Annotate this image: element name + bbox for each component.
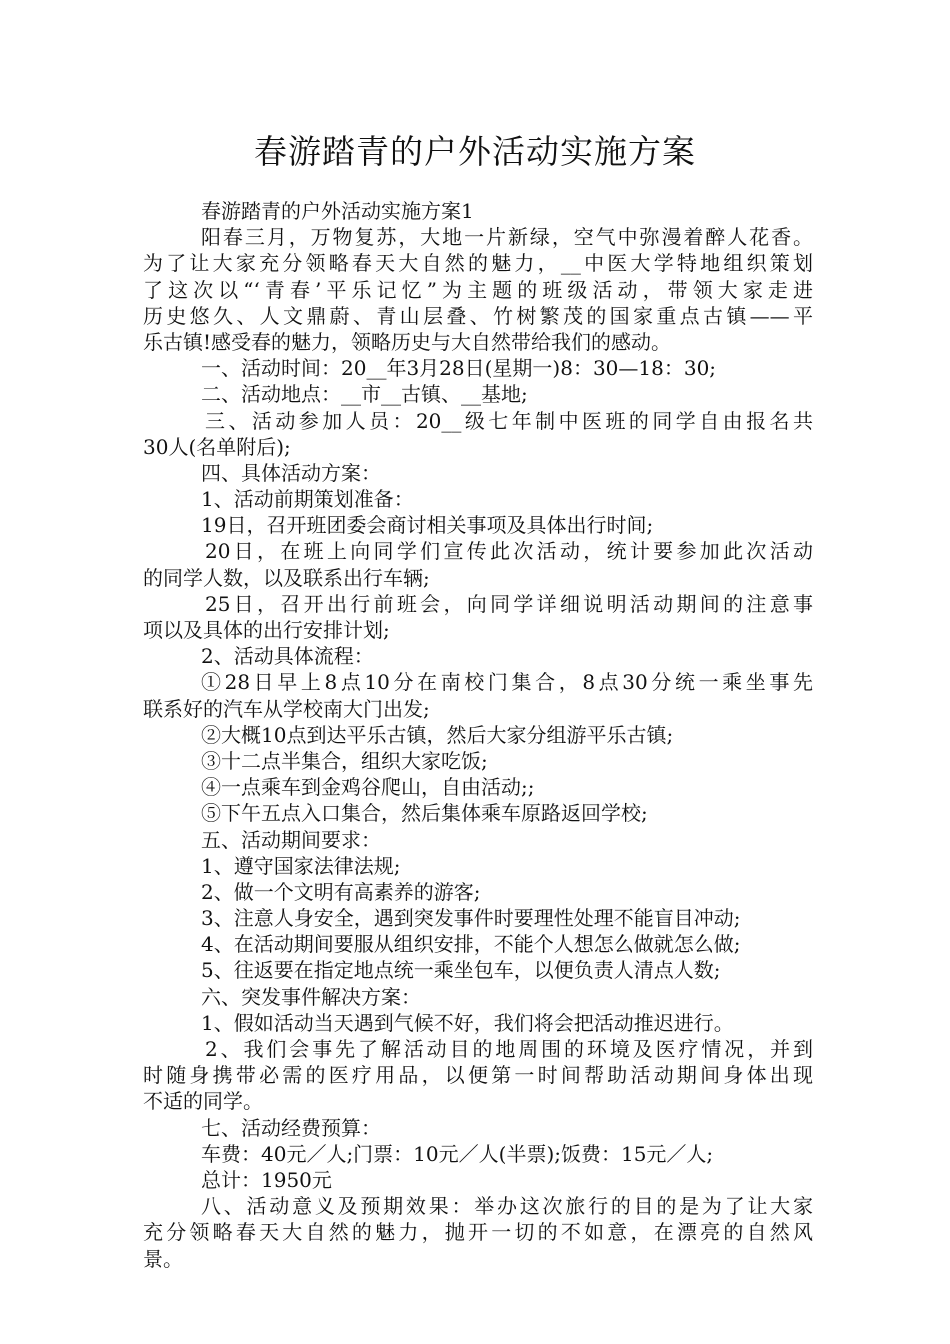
list-item: 20日，在班上向同学们宣传此次活动，统计要参加此次活动 [205, 539, 813, 564]
list-item: ⑤下午五点入口集合，然后集体乘车原路返回学校; [201, 801, 648, 826]
budget-line: 车费：40元／人;门票：10元／人(半票);饭费：15元／人; [201, 1141, 714, 1166]
budget-total-line: 总计：1950元 [201, 1167, 332, 1192]
significance-line: 八、活动意义及预期效果：举办这次旅行的目的是为了让大家 [201, 1194, 813, 1219]
list-item: 2、做一个文明有高素养的游客; [201, 879, 481, 904]
list-item: ①28日早上8点10分在南校门集合，8点30分统一乘坐事先 [201, 670, 813, 695]
activity-place-line: 二、活动地点：__市__古镇、__基地; [201, 382, 528, 407]
paragraph-line: 历史悠久、人文鼎蔚、青山层叠、竹树繁茂的国家重点古镇——平 [143, 303, 813, 328]
list-item-continuation: 的同学人数，以及联系出行车辆; [143, 565, 430, 590]
participants-line: 三、活动参加人员：20__级七年制中医班的同学自由报名共 [205, 408, 813, 433]
list-item-continuation: 项以及具体的出行安排计划; [143, 618, 390, 642]
paragraph-line: 乐古镇!感受春的魅力，领略历史与大自然带给我们的感动。 [143, 329, 672, 354]
section-heading: 春游踏青的户外活动实施方案1 [201, 199, 474, 223]
list-item: ②大概10点到达平乐古镇，然后大家分组游平乐古镇; [201, 722, 674, 747]
list-item: 19日，召开班团委会商讨相关事项及具体出行时间; [201, 513, 654, 538]
list-item: ③十二点半集合，组织大家吃饭; [201, 748, 488, 773]
list-item-continuation: 联系好的汽车从学校南大门出发; [143, 696, 430, 721]
subsection-heading: 1、活动前期策划准备： [201, 487, 414, 512]
paragraph-line: 景。 [143, 1246, 183, 1271]
document-body [143, 198, 813, 1272]
paragraph-line: 阳春三月，万物复苏，大地一片新绿，空气中弥漫着醉人花香。 [201, 225, 813, 250]
section-heading: 四、具体活动方案： [201, 460, 381, 485]
list-item: 1、假如活动当天遇到气候不好，我们将会把活动推迟进行。 [201, 1010, 734, 1035]
activity-time-line: 一、活动时间：20__年3月28日(星期一)8：30—18：30; [201, 356, 717, 381]
list-item: 1、遵守国家法律法规; [201, 853, 401, 878]
list-item: 25日，召开出行前班会，向同学详细说明活动期间的注意事 [205, 591, 813, 616]
list-item: 5、往返要在指定地点统一乘坐包车，以便负责人清点人数; [201, 958, 721, 983]
paragraph-line: 了这次以“‘青春’平乐记忆”为主题的班级活动，带领大家走进 [143, 277, 813, 302]
subsection-heading: 2、活动具体流程： [201, 644, 374, 669]
paragraph-line: 充分领略春天大自然的魅力，抛开一切的不如意，在漂亮的自然风 [143, 1220, 813, 1245]
section-heading: 六、突发事件解决方案： [201, 984, 421, 1009]
paragraph-line: 为了让大家充分领略春天大自然的魅力，__中医大学特地组织策划 [143, 251, 813, 276]
paragraph-line: 30人(名单附后); [143, 434, 291, 459]
list-item-continuation: 时随身携带必需的医疗用品，以便第一时间帮助活动期间身体出现 [143, 1063, 813, 1088]
list-item: 4、在活动期间要服从组织安排，不能个人想怎么做就怎么做; [201, 932, 741, 957]
section-heading: 五、活动期间要求： [201, 827, 381, 852]
section-heading: 七、活动经费预算： [201, 1115, 381, 1140]
list-item-continuation: 不适的同学。 [143, 1089, 263, 1114]
list-item: 3、注意人身安全，遇到突发事件时要理性处理不能盲目冲动; [201, 906, 741, 931]
list-item: ④一点乘车到金鸡谷爬山，自由活动;; [201, 775, 535, 800]
document-title: 春游踏青的户外活动实施方案 [254, 132, 696, 171]
list-item: 2、我们会事先了解活动目的地周围的环境及医疗情况，并到 [205, 1037, 813, 1061]
